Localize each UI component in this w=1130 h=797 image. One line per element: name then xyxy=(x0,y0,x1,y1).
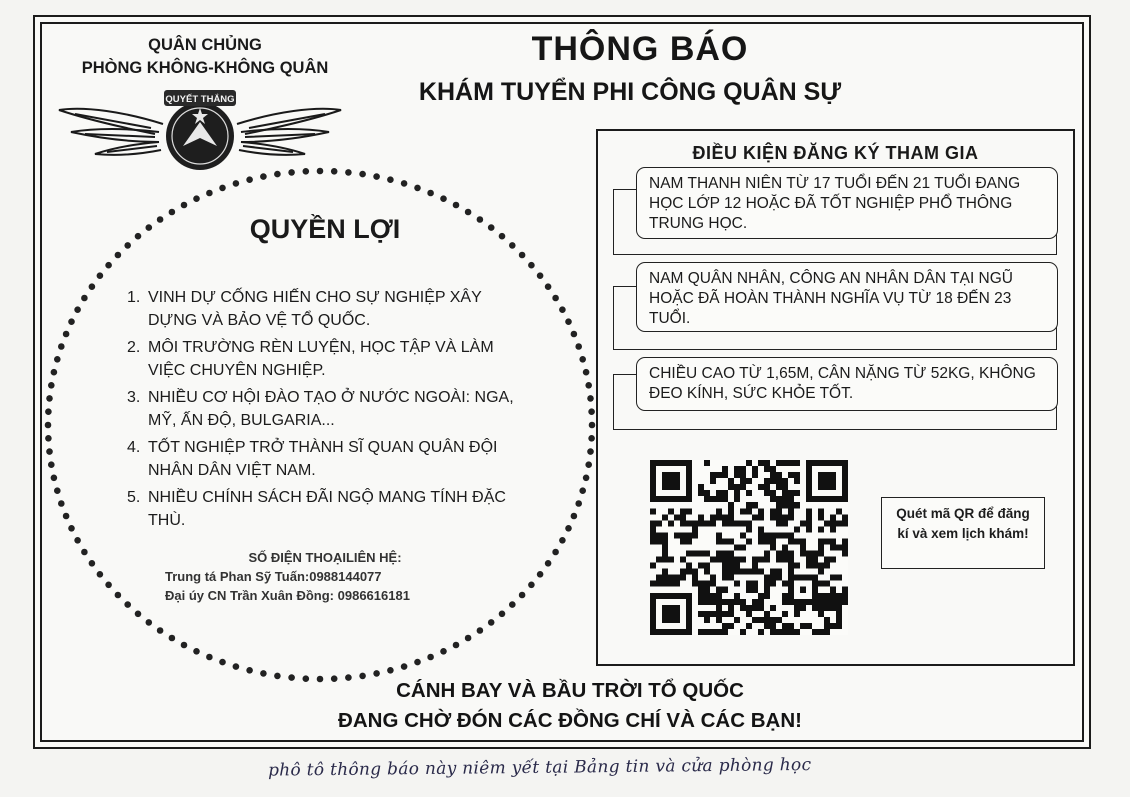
benefit-number: 2. xyxy=(127,339,141,356)
benefit-number: 3. xyxy=(127,389,141,406)
emblem-banner-text: QUYẾT THẮNG xyxy=(165,94,235,105)
condition-card xyxy=(636,167,1058,239)
benefit-item xyxy=(120,336,520,382)
page-title: THÔNG BÁO xyxy=(531,30,749,68)
benefit-text: TỐT NGHIỆP TRỞ THÀNH SĨ QUAN QUÂN ĐỘI NHÂN DÂN VIỆT NAM. xyxy=(148,439,498,479)
condition-text: NAM THANH NIÊN TỪ 17 TUỔI ĐẾN 21 TUỔI ĐANG HỌC LỚP 12 HOẶC ĐÃ TỐT NGHIỆP PHỔ THÔNG TRUNG HỌC. xyxy=(649,175,1021,232)
benefit-item xyxy=(120,286,520,332)
contact-line-2: Đại úy CN Trần Xuân Đồng: 0986616181 xyxy=(165,588,410,603)
org-line-1: QUÂN CHỦNG xyxy=(148,36,262,54)
org-line-2: PHÒNG KHÔNG-KHÔNG QUÂN xyxy=(81,59,329,77)
slogan-line-2: ĐANG CHỜ ĐÓN CÁC ĐỒNG CHÍ VÀ CÁC BẠN! xyxy=(338,709,802,732)
page-subtitle: KHÁM TUYỂN PHI CÔNG QUÂN SỰ xyxy=(418,78,842,106)
benefit-item xyxy=(120,386,520,432)
condition-text: CHIỀU CAO TỪ 1,65M, CÂN NẶNG TỪ 52KG, KHÔNG ĐEO KÍNH, SỨC KHỎE TỐT. xyxy=(649,365,1036,402)
handwritten-note: phô tô thông báo này niêm yết tại Bảng tin và cửa phòng học xyxy=(267,754,812,781)
benefit-number: 1. xyxy=(127,289,141,306)
condition-text: NAM QUÂN NHÂN, CÔNG AN NHÂN DÂN TẠI NGŨ HOẶC ĐÃ HOÀN THÀNH NGHĨA VỤ TỪ 18 ĐẾN 23 TUỔI. xyxy=(649,270,1014,327)
benefit-text: MÔI TRƯỜNG RÈN LUYỆN, HỌC TẬP VÀ LÀM VIỆC CHUYÊN NGHIỆP. xyxy=(148,339,494,379)
conditions-title: ĐIỀU KIỆN ĐĂNG KÝ THAM GIA xyxy=(692,143,979,163)
condition-card xyxy=(636,262,1058,332)
benefits-title: QUYỀN LỢI xyxy=(249,214,401,244)
benefit-item xyxy=(120,436,520,482)
qr-code-icon[interactable] xyxy=(650,460,848,635)
organization-name xyxy=(60,34,350,80)
benefit-number: 5. xyxy=(127,489,141,506)
benefit-item xyxy=(120,486,520,532)
contact-info xyxy=(165,548,485,605)
benefit-text: NHIỀU CƠ HỘI ĐÀO TẠO Ở NƯỚC NGOÀI: NGA, MỸ, ẤN ĐỘ, BULGARIA... xyxy=(148,389,514,429)
benefit-number: 4. xyxy=(127,439,141,456)
contact-heading: SỐ ĐIỆN THOẠILIÊN HỆ: xyxy=(248,550,402,565)
slogan xyxy=(200,676,940,736)
contact-line-1: Trung tá Phan Sỹ Tuấn:0988144077 xyxy=(165,569,382,584)
slogan-line-1: CÁNH BAY VÀ BẦU TRỜI TỔ QUỐC xyxy=(396,679,744,702)
benefits-list xyxy=(120,286,520,536)
qr-instruction: Quét mã QR để đăng kí và xem lịch khám! xyxy=(881,497,1045,569)
benefit-text: VINH DỰ CỐNG HIẾN CHO SỰ NGHIỆP XÂY DỰNG VÀ BẢO VỆ TỔ QUỐC. xyxy=(148,289,482,329)
condition-card xyxy=(636,357,1058,411)
benefit-text: NHIỀU CHÍNH SÁCH ĐÃI NGỘ MANG TÍNH ĐẶC THÙ. xyxy=(148,489,506,529)
